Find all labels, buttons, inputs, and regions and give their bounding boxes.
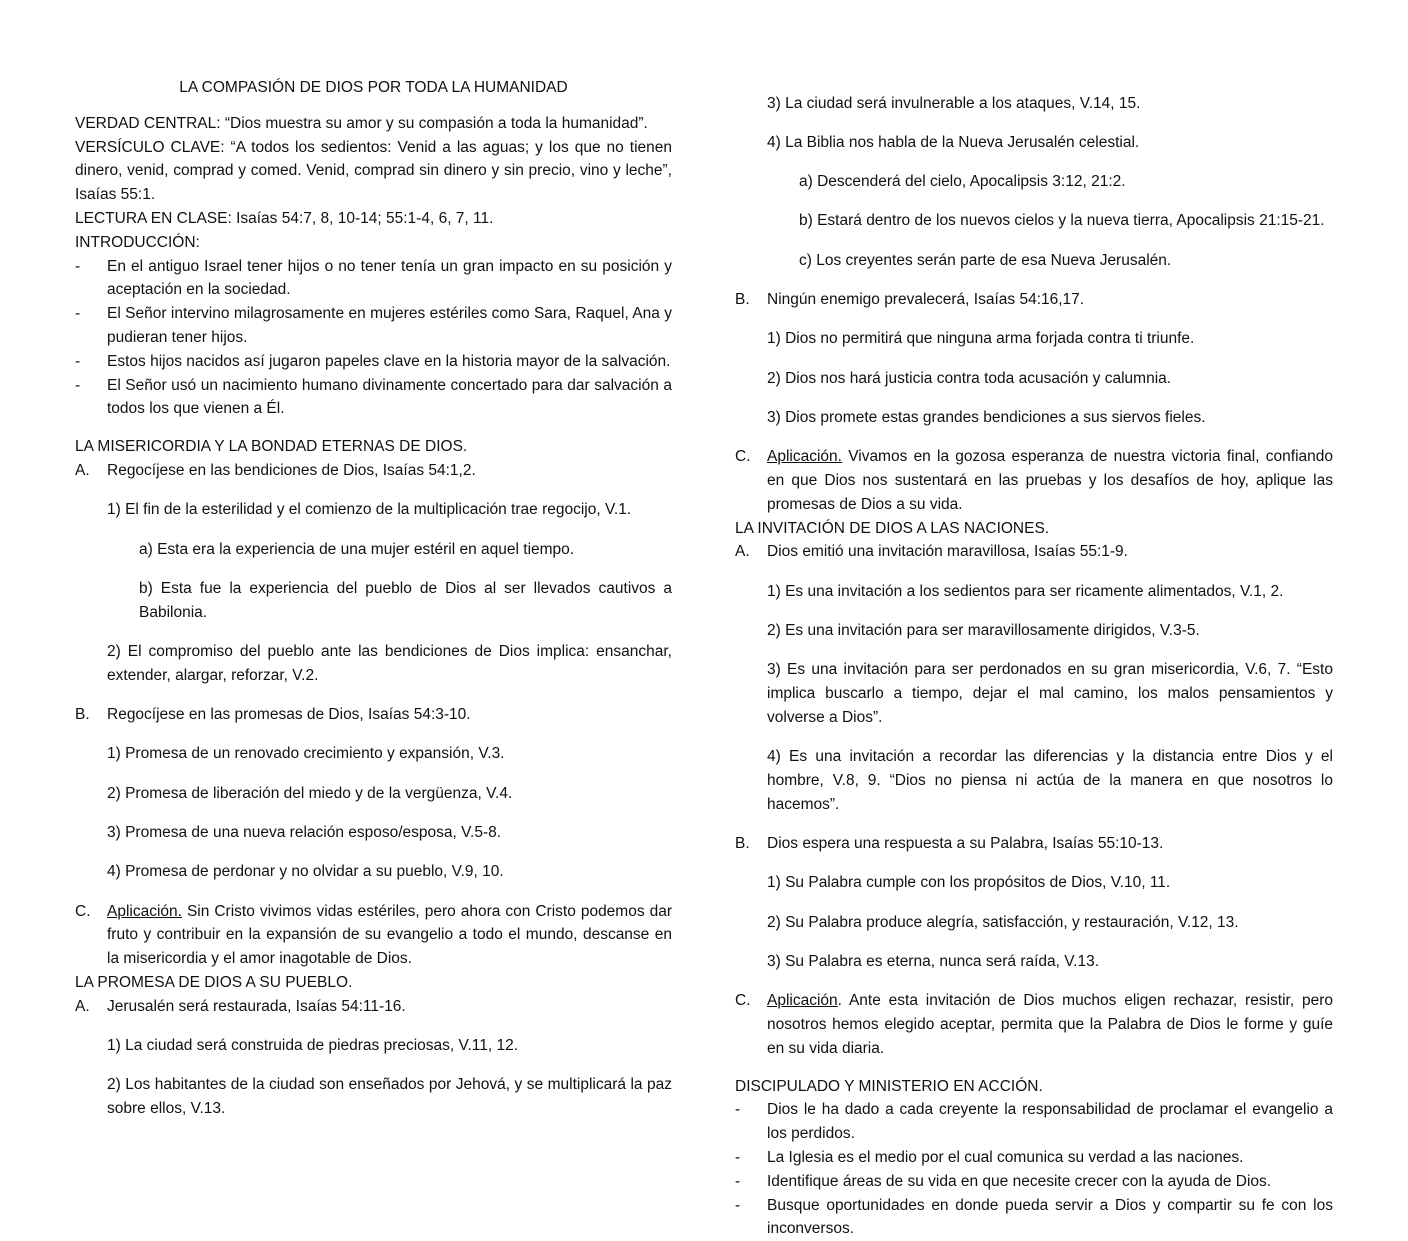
outline-item <box>75 900 672 971</box>
application-paragraph <box>767 445 1333 516</box>
class-reading: LECTURA EN CLASE: Isaías 54:7, 8, 10-14; 55:1-4, 6, 7, 11. <box>75 209 494 227</box>
spacer <box>735 1061 1333 1075</box>
sub-point: 2) El compromiso del pueblo ante las bendiciones de Dios implica: ensanchar, extender, alargar, reforzar, V.2. <box>107 642 672 684</box>
outline-marker: A. <box>75 997 90 1015</box>
section-heading: DISCIPULADO Y MINISTERIO EN ACCIÓN. <box>735 1077 1043 1095</box>
outline-item <box>735 445 1333 516</box>
bullet-dash: - <box>735 1101 741 1119</box>
sub-point: 3) Promesa de una nueva relación esposo/esposa, V.5-8. <box>107 823 502 841</box>
sub-point: 4) La Biblia nos habla de la Nueva Jerusalén celestial. <box>767 133 1140 151</box>
outline-item <box>735 832 1333 856</box>
outline-text: Regocíjese en las bendiciones de Dios, Isaías 54:1,2. <box>107 461 476 479</box>
sub-point: 1) El fin de la esterilidad y el comienzo de la multiplicación trae regocijo, V.1. <box>107 501 632 519</box>
application-text: . Ante esta invitación de Dios muchos eligen rechazar, resistir, pero nosotros hemos elegido aceptar, permita que la Palabra de Dios le forme y guíe en su vida diaria. <box>767 992 1333 1057</box>
intro-heading: INTRODUCCIÓN: <box>75 233 200 251</box>
application-paragraph <box>767 989 1333 1060</box>
application-text: Vivamos en la gozosa esperanza de nuestra victoria final, confiando en que Dios nos sustentará en las pruebas y los desafíos de hoy, aplique las promesas de Dios a su vida. <box>767 448 1333 513</box>
outline-text: Dios emitió una invitación maravillosa, Isaías 55:1-9. <box>767 543 1128 561</box>
sub-point: 3) Su Palabra es eterna, nunca será raída, V.13. <box>767 952 1100 970</box>
sub-point: 1) Es una invitación a los sedientos para ser ricamente alimentados, V.1, 2. <box>767 582 1284 600</box>
outline-item <box>735 540 1333 564</box>
sub-sub-point: b) Estará dentro de los nuevos cielos y la nueva tierra, Apocalipsis 21:15-21. <box>799 212 1325 230</box>
sub-sub-point: a) Descenderá del cielo, Apocalipsis 3:12, 21:2. <box>799 173 1126 191</box>
outline-marker: B. <box>75 706 90 724</box>
section-heading: LA INVITACIÓN DE DIOS A LAS NACIONES. <box>735 519 1050 537</box>
sub-sub-point: a) Esta era la experiencia de una mujer estéril en aquel tiempo. <box>139 540 575 558</box>
discipleship-item-text: Dios le ha dado a cada creyente la responsabilidad de proclamar el evangelio a los perdidos. <box>767 1101 1333 1143</box>
outline-marker: C. <box>735 992 751 1010</box>
discipleship-item-text: Identifique áreas de su vida en que necesite crecer con la ayuda de Dios. <box>767 1172 1272 1190</box>
sub-point: 3) Dios promete estas grandes bendiciones a sus siervos fieles. <box>767 408 1206 426</box>
sub-sub-point: b) Esta fue la experiencia del pueblo de Dios al ser llevados cautivos a Babilonia. <box>139 579 672 621</box>
sub-point: 1) La ciudad será construida de piedras preciosas, V.11, 12. <box>107 1037 519 1054</box>
outline-marker: C. <box>75 902 91 920</box>
right-column <box>735 76 1333 1241</box>
sub-point: 4) Promesa de perdonar y no olvidar a su pueblo, V.9, 10. <box>107 863 504 881</box>
sub-point: 1) Promesa de un renovado crecimiento y expansión, V.3. <box>107 745 505 763</box>
discipleship-item <box>735 1194 1333 1241</box>
bullet-dash: - <box>75 257 81 275</box>
application-paragraph <box>107 900 672 971</box>
sub-point: 1) Su Palabra cumple con los propósitos de Dios, V.10, 11. <box>767 874 1171 892</box>
bullet-dash: - <box>735 1172 741 1190</box>
outline-item <box>75 995 672 1019</box>
outline-text: Jerusalén será restaurada, Isaías 54:11-16. <box>107 997 406 1015</box>
sub-point: 2) Los habitantes de la ciudad son enseñados por Jehová, y se multiplicará la paz sobre ellos, V.13. <box>107 1076 672 1118</box>
sub-point: 3) La ciudad será invulnerable a los ataques, V.14, 15. <box>767 94 1141 112</box>
sub-point: 2) Dios nos hará justicia contra toda acusación y calumnia. <box>767 369 1172 387</box>
intro-item-text: Estos hijos nacidos así jugaron papeles clave en la historia mayor de la salvación. <box>107 352 671 370</box>
sub-point: 2) Es una invitación para ser maravillosamente dirigidos, V.3-5. <box>767 621 1200 639</box>
bullet-dash: - <box>735 1149 741 1166</box>
section-heading: LA MISERICORDIA Y LA BONDAD ETERNAS DE DIOS. <box>75 438 468 456</box>
application-label: Aplicación. <box>767 448 842 466</box>
key-verse: VERSÍCULO CLAVE: “A todos los sedientos: Venid a las aguas; y los que no tienen dinero, venid, comprad y comed. Venid, comprad sin dinero y sin precio, vino y leche”, Isaías 55:1. <box>75 138 672 204</box>
sub-sub-point: c) Los creyentes serán parte de esa Nueva Jerusalén. <box>799 251 1172 269</box>
intro-item <box>75 302 672 350</box>
outline-marker: C. <box>735 448 751 466</box>
left-column <box>75 76 672 1136</box>
bullet-dash: - <box>75 352 81 370</box>
discipleship-item <box>735 1170 1333 1194</box>
discipleship-item-text: Busque oportunidades en donde pueda servir a Dios y compartir su fe con los inconversos. <box>767 1196 1333 1238</box>
discipleship-item <box>735 1098 1333 1146</box>
outline-marker: A. <box>735 543 750 561</box>
intro-item <box>75 350 672 374</box>
discipleship-item <box>735 1146 1333 1170</box>
outline-item <box>75 703 672 727</box>
bullet-dash: - <box>735 1196 741 1214</box>
intro-item <box>75 255 672 303</box>
central-truth: VERDAD CENTRAL: “Dios muestra su amor y su compasión a toda la humanidad”. <box>75 114 648 132</box>
outline-marker: B. <box>735 835 750 853</box>
sub-point: 2) Su Palabra produce alegría, satisfacción, y restauración, V.12, 13. <box>767 913 1239 931</box>
application-label: Aplicación. <box>107 902 182 920</box>
outline-text: Ningún enemigo prevalecerá, Isaías 54:16,17. <box>767 290 1085 308</box>
outline-text: Regocíjese en las promesas de Dios, Isaías 54:3-10. <box>107 706 471 724</box>
document-title: LA COMPASIÓN DE DIOS POR TODA LA HUMANIDAD <box>179 79 568 96</box>
bullet-dash: - <box>75 305 81 323</box>
outline-item <box>735 288 1333 312</box>
outline-text: Dios espera una respuesta a su Palabra, Isaías 55:10-13. <box>767 835 1164 853</box>
intro-item <box>75 374 672 422</box>
bullet-dash: - <box>75 376 81 394</box>
discipleship-item-text: La Iglesia es el medio por el cual comunica su verdad a las naciones. <box>767 1149 1244 1166</box>
sub-point: 2) Promesa de liberación del miedo y de la vergüenza, V.4. <box>107 784 513 802</box>
sub-point: 1) Dios no permitirá que ninguna arma forjada contra ti triunfe. <box>767 330 1195 348</box>
intro-item-text: En el antiguo Israel tener hijos o no tener tenía un gran impacto en su posición y aceptación en la sociedad. <box>107 257 672 299</box>
sub-point: 4) Es una invitación a recordar las diferencias y la distancia entre Dios y el hombre, V.8, 9. “Dios no piensa ni actúa de la manera en que nosotros lo hacemos”. <box>767 748 1333 813</box>
application-label: Aplicación <box>767 992 838 1010</box>
intro-item-text: El Señor usó un nacimiento humano divinamente concertado para dar salvación a todos los que vienen a Él. <box>107 376 672 418</box>
intro-item-text: El Señor intervino milagrosamente en mujeres estériles como Sara, Raquel, Ana y pudieran tener hijos. <box>107 305 672 346</box>
section-heading: LA PROMESA DE DIOS A SU PUEBLO. <box>75 973 353 991</box>
outline-item <box>75 459 672 483</box>
outline-marker: B. <box>735 290 750 308</box>
spacer <box>75 421 672 435</box>
outline-marker: A. <box>75 461 90 479</box>
application-text: Sin Cristo vivimos vidas estériles, pero ahora con Cristo podemos dar fruto y contribuir en la expansión de su evangelio a todo el mundo, descanse en la misericordia y el amor inagotable de Dios. <box>107 902 672 968</box>
outline-item <box>735 989 1333 1060</box>
sub-point: 3) Es una invitación para ser perdonados en su gran misericordia, V.6, 7. “Esto implica buscarlo a tiempo, dejar el mal camino, los malos pensamientos y volverse a Dios”. <box>767 661 1333 726</box>
